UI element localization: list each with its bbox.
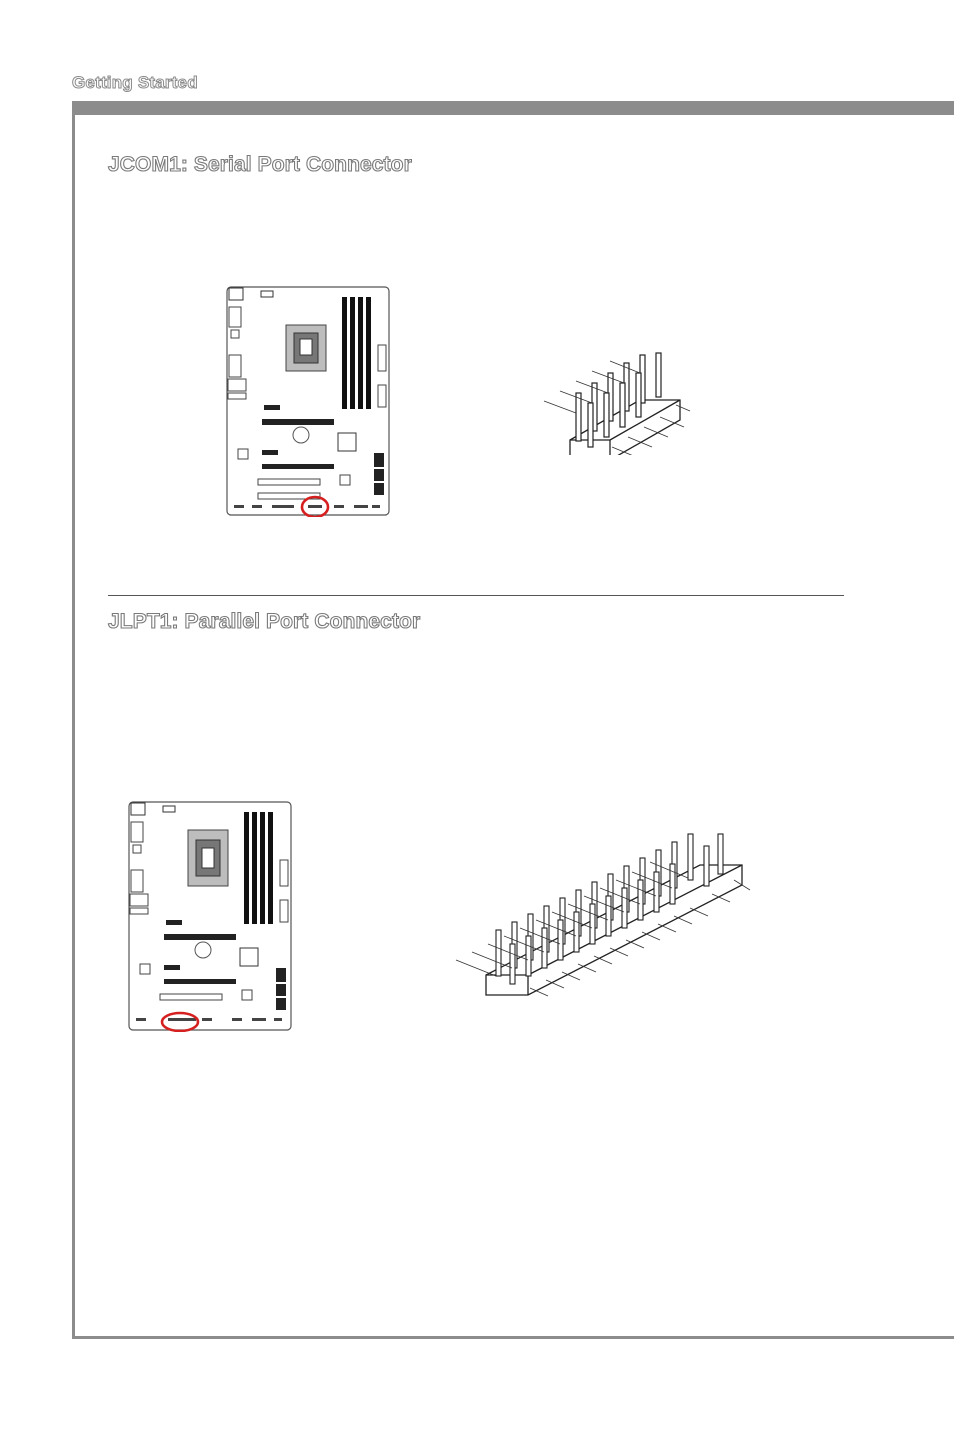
pin-header-2x13 [450, 820, 760, 1020]
motherboard-diagram-jcom1 [226, 285, 390, 517]
chapter-header: Getting Started [72, 73, 198, 92]
left-rule [72, 101, 75, 1339]
section-title-jcom1: JCOM1: Serial Port Connector [108, 153, 412, 176]
section-divider [108, 595, 844, 596]
motherboard-diagram-jlpt1 [128, 800, 292, 1032]
section-title-jlpt1: JLPT1: Parallel Port Connector [108, 610, 421, 633]
header-bar [72, 101, 954, 115]
pin-header-2x5 [530, 345, 700, 455]
bottom-rule [72, 1336, 954, 1339]
